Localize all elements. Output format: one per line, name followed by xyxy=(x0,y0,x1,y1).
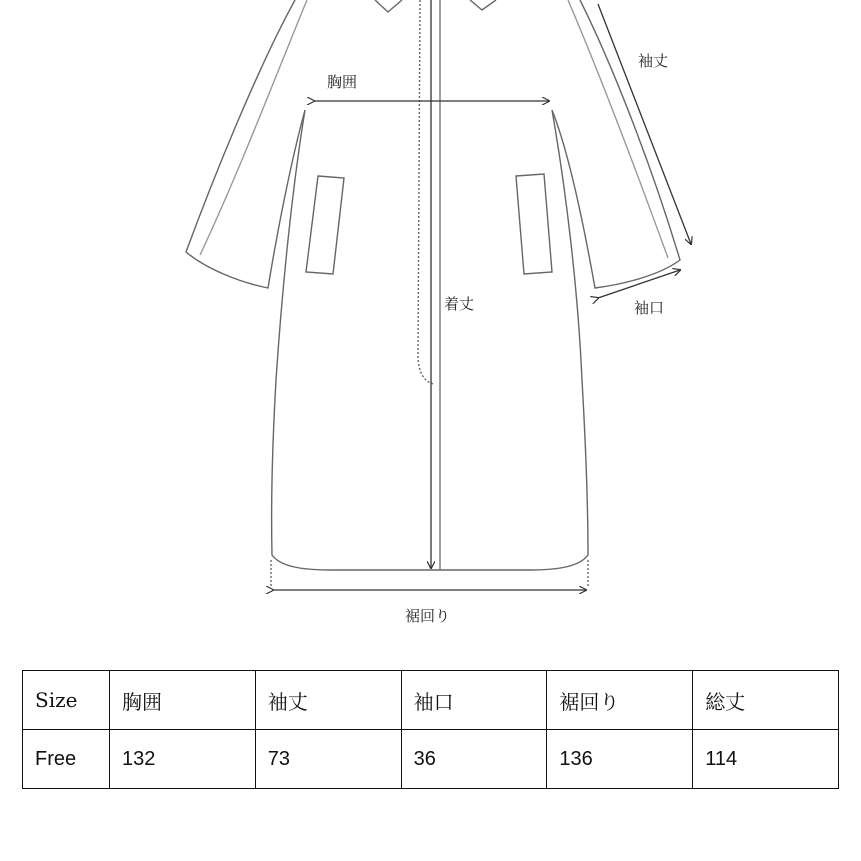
size-table xyxy=(22,670,839,789)
cell-chest: 132 xyxy=(110,730,256,789)
coat-outline xyxy=(186,0,680,588)
sleeve-opening-label: 袖口 xyxy=(634,299,665,317)
body-length-label: 着丈 xyxy=(444,295,475,313)
header-hem: 裾回り xyxy=(547,671,693,730)
table-header-row xyxy=(23,671,839,730)
cell-sleeve-length: 73 xyxy=(255,730,401,789)
sleeve-length-arrow xyxy=(598,4,691,244)
sleeve-length-label: 袖丈 xyxy=(638,52,669,70)
cell-total-length: 114 xyxy=(693,730,839,789)
cell-hem: 136 xyxy=(547,730,693,789)
header-total-length: 総丈 xyxy=(693,671,839,730)
header-sleeve-opening: 袖口 xyxy=(401,671,547,730)
header-size: Size xyxy=(23,671,110,730)
chest-label: 胸囲 xyxy=(327,73,358,91)
cell-size: Free xyxy=(23,730,110,789)
sleeve-opening-arrow xyxy=(598,270,680,298)
cell-sleeve-opening: 36 xyxy=(401,730,547,789)
measurement-labels xyxy=(327,52,668,625)
header-chest: 胸囲 xyxy=(110,671,256,730)
table-row xyxy=(23,730,839,789)
hem-label: 裾回り xyxy=(405,607,451,625)
header-sleeve-length: 袖丈 xyxy=(255,671,401,730)
